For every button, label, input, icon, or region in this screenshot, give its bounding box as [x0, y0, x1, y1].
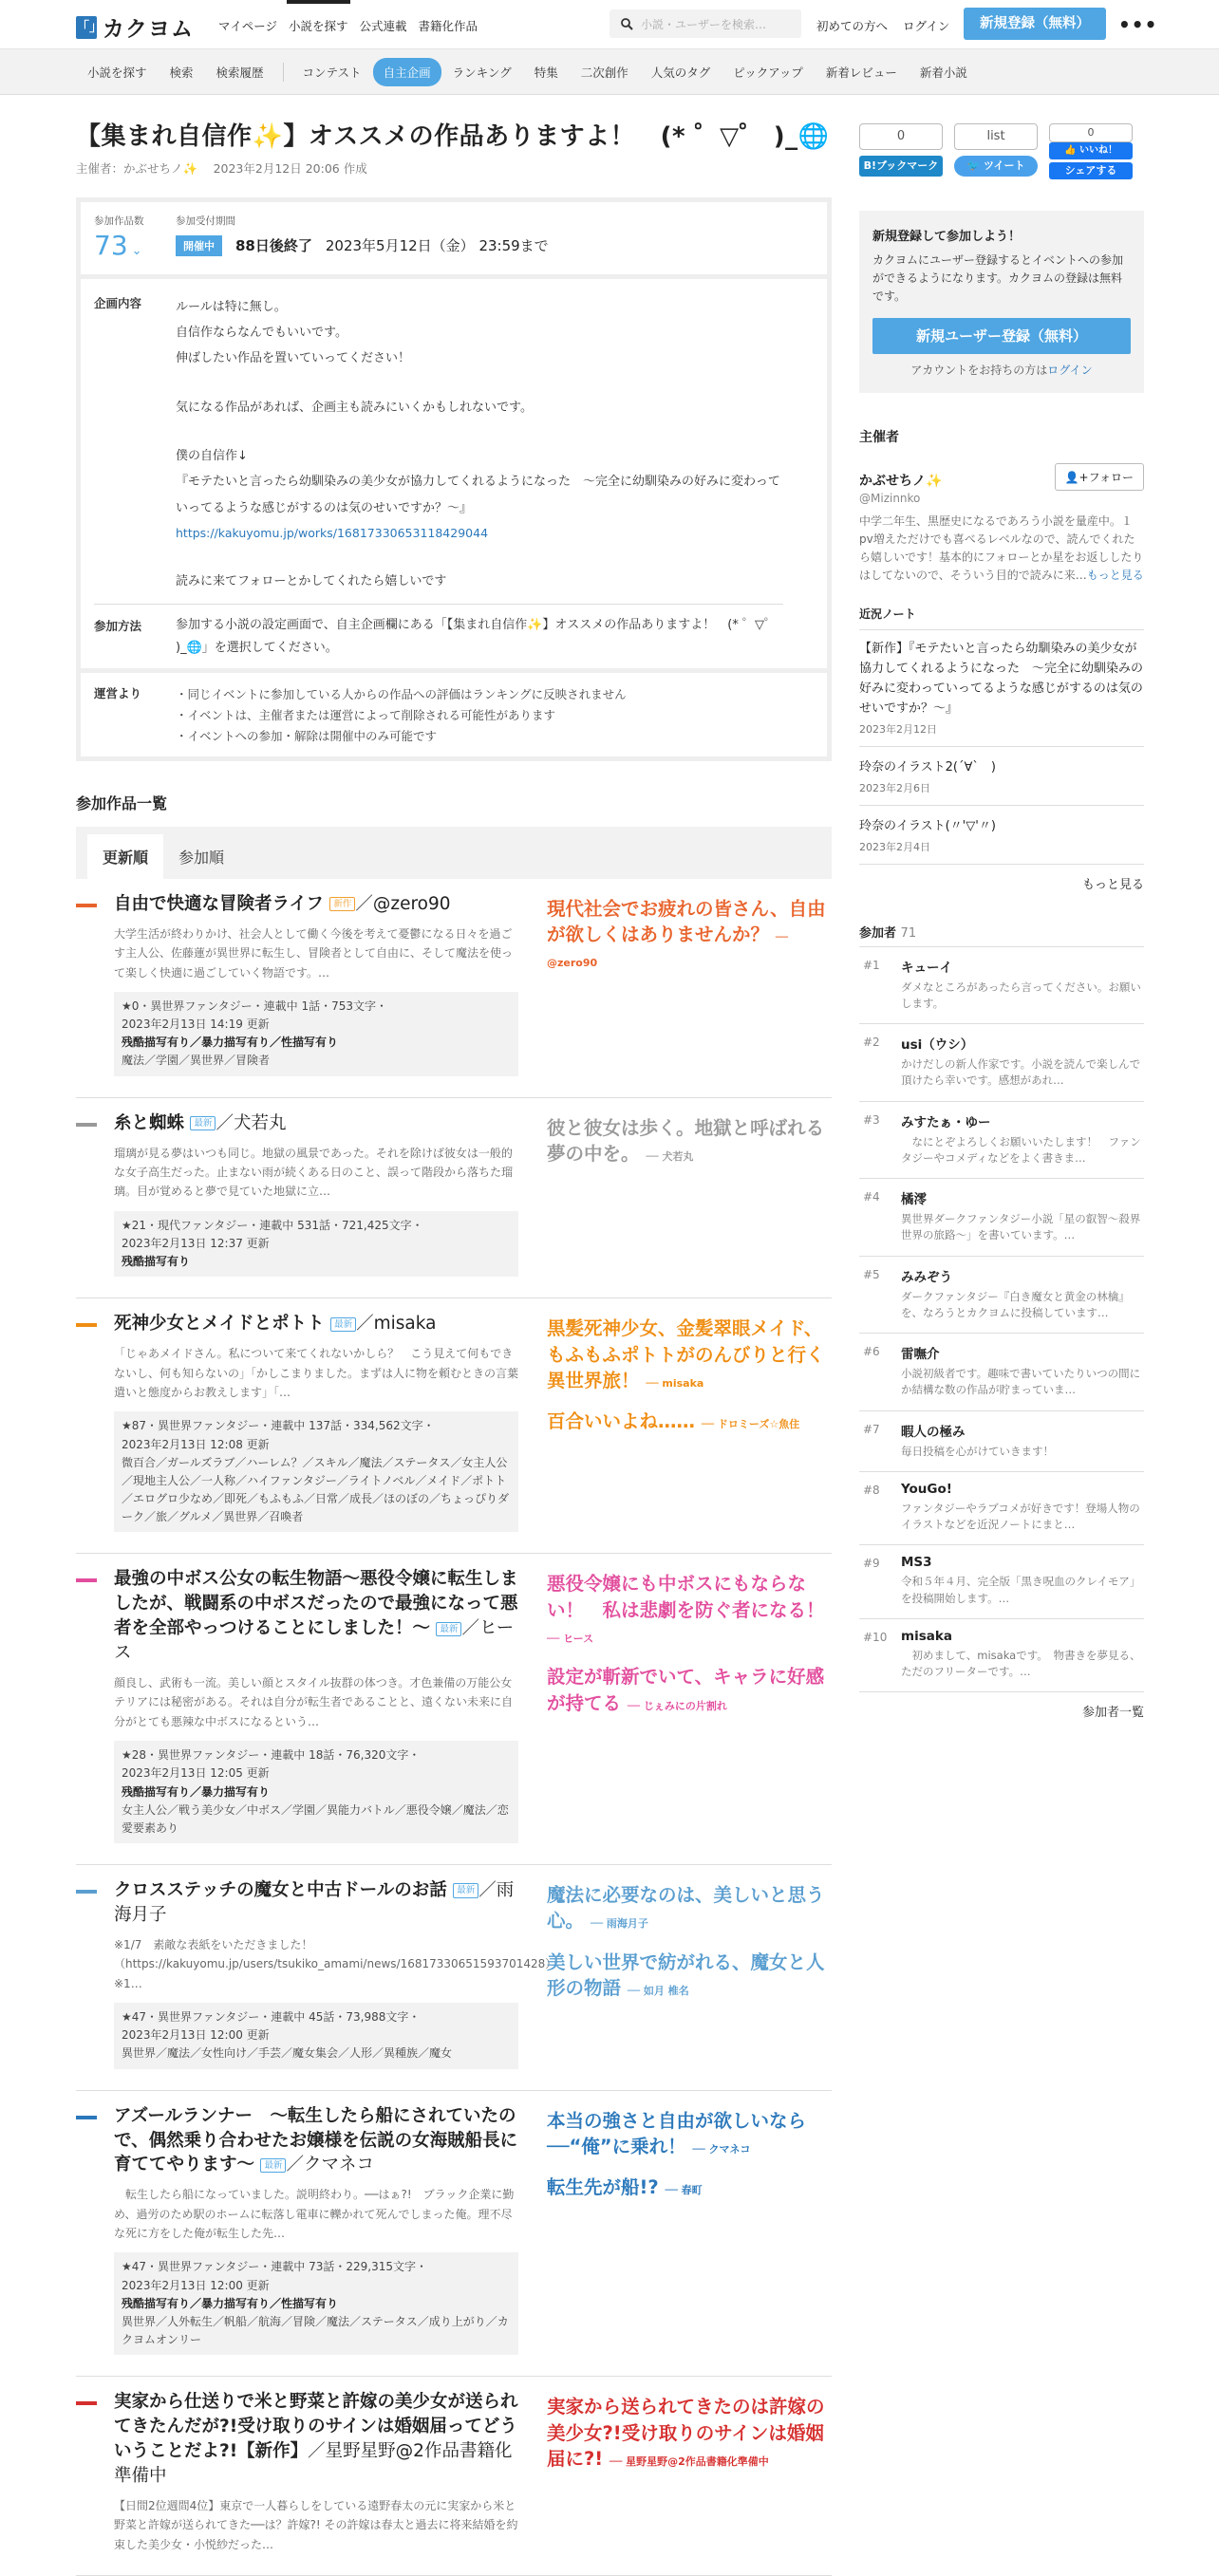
sub-nav: [0, 49, 1219, 95]
work-item: [76, 2377, 832, 2576]
participant-desc: ファンタジーやラブコメが好きです！登場人物のイラストなどを近況ノートにまと…: [901, 1501, 1140, 1531]
event-info-box: [76, 197, 832, 761]
review-catchphrase[interactable]: 現代社会でお疲れの皆さん、自由が欲しくはありませんか？ ── @zero90: [547, 897, 826, 970]
site-logo[interactable]: [76, 11, 194, 43]
work-title[interactable]: 死神少女とメイドとポトト: [114, 1314, 325, 1335]
review-author: ── 星野星野@2作品書籍化準備中: [610, 2455, 769, 2469]
participant-name[interactable]: MS3: [901, 1555, 932, 1571]
plan-line: 僕の自信作↓: [176, 448, 248, 463]
method-text: 参加する小説の設定画面で、自主企画欄にある「【集まれ自信作✨】オススメの作品ありますよ！ (* ゜▽゜ )_🌐」を選択してください。: [176, 618, 777, 655]
review-author: ── 如月 椎名: [627, 1985, 689, 1998]
work-updated: 2023年2月13日 12:37 更新: [122, 1236, 270, 1250]
work-title[interactable]: 最強の中ボス公女の転生物語～悪役令嬢に転生しましたが、戦闘系の中ボスだったので最強になって悪者を全部やっつけることにしました！～: [114, 1569, 518, 1639]
work-color-bar: [76, 904, 97, 907]
notes-list: [859, 629, 1144, 864]
work-stats: ★28・異世界ファンタジー・連載中 18話・76,320文字・: [122, 1748, 421, 1763]
work-color-bar: [76, 1578, 97, 1582]
note-item[interactable]: [859, 806, 1144, 865]
participants-count: 71: [900, 925, 917, 941]
work-title[interactable]: 糸と蜘蛛: [114, 1112, 185, 1133]
plan-line: 『モテたいと言ったら幼馴染みの美少女が協力してくれるようになった ～完全に幼馴染みの好みに変わっていってるような感じがするのは気のせいですか？～』: [176, 475, 780, 515]
work-stats: ★87・異世界ファンタジー・連載中 137話・334,562文字・: [122, 1419, 435, 1433]
work-author[interactable]: ／犬若丸: [216, 1112, 287, 1133]
work-badge: 最新: [190, 1116, 216, 1130]
add-user-icon: 👤+: [1064, 470, 1089, 484]
work-stats: ★47・異世界ファンタジー・連載中 45話・73,988文字・: [122, 2010, 421, 2025]
chevron-down-icon: ⌄: [131, 243, 142, 258]
work-stats: ★47・異世界ファンタジー・連載中 73話・229,315文字・: [122, 2260, 428, 2274]
review-catchphrase[interactable]: 百合いいよね…… ── ドロミーズ☆魚住: [547, 1410, 800, 1433]
work-intro: 顔良し、武術も一流。美しい顔とスタイル抜群の体つき。才色兼備の万能公女テリアには秘密がある。それは自分が転生者であることと、遠くない未来に自分がとても悪辣な中ボスになるという…: [114, 1676, 514, 1728]
work-color-bar: [76, 2401, 97, 2405]
work-item: [76, 1865, 832, 2091]
subnav-find[interactable]: 小説を探す: [87, 65, 147, 80]
participant-desc: 小説初級者です。趣味で書いていたりいつの間にか結構な数の作品が貯まっていま…: [901, 1367, 1141, 1397]
work-color-bar: [76, 1890, 97, 1894]
notes-heading: 近況ノート: [859, 607, 916, 622]
subnav-history[interactable]: 検索履歴: [216, 65, 264, 80]
work-warnings: 残酷描写有り／暴力描写有り: [122, 1784, 271, 1799]
participant-desc: 異世界ダークファンタジー小説「星の叡智〜殺界世界の旅路〜」を書いています。…: [901, 1212, 1141, 1242]
review-catchphrase[interactable]: 設定が斬新でいて、キャラに好感が持てる ── じぇみにの片割れ: [547, 1666, 825, 1714]
review-author: ── ヒース: [547, 1633, 594, 1646]
signup-panel: [859, 211, 1144, 393]
organizer-more-link[interactable]: もっと見る: [1086, 569, 1144, 583]
participant-item[interactable]: [859, 947, 1144, 1025]
work-item: [76, 1554, 832, 1865]
like-button[interactable]: 👍 いいね！: [1049, 142, 1133, 159]
participant-name[interactable]: misaka: [901, 1628, 952, 1644]
participant-name[interactable]: 暇人の極み: [901, 1424, 966, 1440]
event-meta: [76, 159, 832, 177]
review-author: ── 春町: [665, 2184, 703, 2197]
participant-name[interactable]: 雷嘸介: [901, 1347, 940, 1362]
work-title-line: [114, 1312, 518, 1336]
like-count: 0: [1049, 123, 1133, 142]
work-intro: 瑠璃が見る夢はいつも同じ。地獄の風景であった。それを除けば彼女は一般的な女子高生だった。止まない雨が続くある日のこと、誤って階段から落ちた瑠璃。目が覚めると夢で見ていた地獄に立…: [114, 1146, 514, 1199]
participant-rank: #9: [863, 1557, 880, 1571]
participant-item[interactable]: [859, 1545, 1144, 1619]
subnav-new-novels[interactable]: 新着小説: [919, 65, 967, 80]
work-updated: 2023年2月13日 14:19 更新: [122, 1017, 270, 1032]
participant-item[interactable]: [859, 1024, 1144, 1102]
review-catchphrase[interactable]: 魔法に必要なのは、美しいと思う心。 ── 雨海月子: [547, 1884, 825, 1932]
list-button[interactable]: list: [954, 123, 1038, 150]
participant-rank: #2: [863, 1036, 880, 1049]
organizer-heading: 主催者: [859, 429, 899, 445]
participant-item[interactable]: [859, 1102, 1144, 1180]
organizer-card: [859, 471, 1144, 586]
count-label: 参加作品数: [94, 215, 144, 227]
review-author: ── クマネコ: [692, 2142, 751, 2156]
search-input[interactable]: [610, 9, 801, 38]
participant-item[interactable]: [859, 1334, 1144, 1411]
participant-rank: #6: [863, 1345, 880, 1358]
note-date: 2023年2月4日: [859, 840, 930, 853]
bookmark-button[interactable]: B!ブックマーク: [859, 156, 943, 177]
created-date: 2023年2月12日 20:06 作成: [213, 160, 367, 176]
work-info: [114, 1411, 518, 1532]
works-heading: 参加作品一覧: [76, 793, 168, 812]
signup-button[interactable]: 新規登録（無料）: [964, 8, 1106, 40]
sidebar: [859, 95, 1144, 1720]
work-title-line: [114, 2104, 518, 2178]
register-user-button[interactable]: 新規ユーザー登録（無料）: [872, 318, 1131, 354]
participant-rank: #10: [863, 1630, 888, 1644]
event-summary: [81, 202, 827, 279]
remaining-days: 88日後終了: [235, 237, 312, 255]
participant-desc: 毎日投稿を心がけていきます！: [901, 1444, 1054, 1458]
participant-rank: #3: [863, 1112, 880, 1127]
entry-count-value: 73: [94, 229, 128, 261]
participant-item[interactable]: [859, 1411, 1144, 1472]
plan-spacer: [176, 546, 783, 569]
work-stats: ★21・現代ファンタジー・連載中 531話・721,425文字・: [122, 1218, 423, 1232]
signup-panel-text: カクヨムにユーザー登録するとイベントへの参加ができるようになります。カクヨムの登録は無料です。: [872, 253, 1124, 304]
participant-rank: #4: [863, 1190, 880, 1204]
review-catchphrase[interactable]: 実家から送られてきたのは許嫁の美少女?!受け取りのサインは婚姻届に?! ── 星野星野@2作品書籍化準備中: [547, 2396, 825, 2471]
subnav-contest[interactable]: コンテスト: [302, 65, 362, 80]
work-reviews: [547, 1878, 832, 2069]
review-author: ── 犬若丸: [646, 1149, 694, 1163]
work-title[interactable]: アズールランナー ～転生したら船にされていたので、偶然乗り合わせたお嬢様を伝説の女海賊船長に育ててやります～: [114, 2105, 518, 2175]
participant-name[interactable]: みすたぁ・ゆー: [901, 1114, 991, 1130]
note-title: 玲奈のイラスト(〃'▽'〃): [859, 818, 996, 833]
subnav-tags[interactable]: 人気のタグ: [650, 65, 711, 80]
work-tags[interactable]: 女主人公／戦う美少女／中ボス／学園／異能力バトル／悪役令嬢／魔法／恋愛要素あり: [122, 1802, 509, 1835]
subnav-user-events[interactable]: 自主企画: [373, 58, 441, 86]
work-warnings: 残酷描写有り／暴力描写有り／性描写有り: [122, 1036, 339, 1050]
participant-desc: 初めまして、misakaです。 物書きを夢見る、ただのフリーターです。…: [901, 1648, 1141, 1678]
review-catchphrase[interactable]: 黒髪死神少女、金髪翠眼メイド、もふもふポトトがのんびりと行く異世界旅！ ── misaka: [547, 1317, 825, 1391]
work-item: [76, 879, 832, 1098]
work-title-line: [114, 1878, 518, 1928]
work-tags[interactable]: 異世界／人外転生／帆船／航海／冒険／魔法／ステータス／成り上がり／カクヨムオンリー: [122, 2315, 509, 2347]
period-label: 参加受付期間: [176, 215, 235, 227]
work-author[interactable]: ／ヒース: [114, 1618, 515, 1664]
participant-name[interactable]: YouGo!: [901, 1481, 952, 1497]
nav-books[interactable]: 書籍化作品: [418, 19, 478, 33]
subnav-divider: [283, 63, 284, 82]
subnav-fanfic[interactable]: 二次創作: [580, 65, 628, 80]
note-date: 2023年2月12日: [859, 722, 937, 736]
work-title[interactable]: 実家から仕送りで米と野菜と許嫁の美少女が送られてきたんだが?!受け取りのサインは婚姻届ってどういうことだよ?!【新作】: [114, 2392, 518, 2462]
login-link[interactable]: ログイン: [903, 19, 950, 33]
admin-item: ・同じイベントに参加している人からの作品への評価はランキングに反映されません: [176, 687, 627, 702]
plan-line: 伸ばしたい作品を置いていってください！: [176, 351, 411, 366]
search-placeholder: 小説・ユーザーを検索…: [641, 17, 767, 31]
work-intro: 大学生活が終わりかけ、社会人として働く今後を考えて憂鬱になる日々を過ごす主人公、佐藤蓮が異世界に転生し、冒険者として自由に、そして魔法を使って楽しく快適に過ごしていく物語です。…: [114, 926, 514, 980]
participant-desc: かけだしの新人作家です。小説を読んで楽しんで頂けたら幸いです。感想があれ…: [901, 1057, 1141, 1088]
review-catchphrase[interactable]: 悪役令嬢にも中ボスにもならない！ 私は悲劇を防ぐ者になる！ ── ヒース: [547, 1573, 825, 1646]
fb-share-button[interactable]: シェアする: [1049, 162, 1133, 179]
beginner-link[interactable]: 初めての方へ: [816, 19, 889, 33]
work-item: [76, 2091, 832, 2378]
plan-link[interactable]: https://kakuyomu.jp/works/16817330653118429044: [176, 525, 489, 540]
work-intro: 転生したら船になっていました。説明終わり。──はぁ?! ブラック企業に勤め、過労のため駅のホームに転落し電車に轢かれて死んでしまった俺。理不尽な死に方をした俺が転生した先…: [114, 2188, 515, 2241]
admin-label: 運営より: [94, 686, 142, 701]
participants-list: [859, 946, 1144, 1693]
tab-updated[interactable]: 更新順: [87, 834, 163, 879]
work-warnings: 残酷描写有り: [122, 1255, 191, 1269]
header-nav: [218, 17, 478, 34]
organizer-name[interactable]: かぶせちノ✨: [859, 473, 943, 489]
organizer-desc: 中学二年生、黒歴史になるであろう小説を量産中。１pv増えただけでも喜べるレベルなので、読んでくれたら嬉しいです！基本的にフォローとか星をお返ししたりはしてないので、そういう目的で読みに来…もっと見る: [859, 513, 1144, 583]
review-author: ── @zero90: [547, 931, 789, 970]
plan-section: [81, 279, 827, 673]
work-item: [76, 1098, 832, 1299]
participant-item[interactable]: [859, 1619, 1144, 1693]
plan-line: 気になる作品があれば、企画主も読みにいくかもしれないです。: [176, 400, 533, 415]
deadline: 2023年5月12日（金） 23:59まで: [325, 237, 549, 255]
nav-official[interactable]: 公式連載: [359, 19, 407, 33]
work-reviews: [547, 1312, 832, 1532]
work-info: [114, 1211, 518, 1278]
participant-rank: #7: [863, 1422, 880, 1436]
work-badge: 最新: [436, 1622, 461, 1636]
login-hint: アカウントをお持ちの方はログイン: [910, 363, 1093, 377]
participant-rank: #8: [863, 1483, 880, 1497]
work-color-bar: [76, 1323, 97, 1327]
participant-desc: 令和５年４月、完全版「黒き呪血のクレイモア」を投稿開始します。…: [901, 1575, 1141, 1605]
admin-item: ・イベントへの参加・解除は開催中のみ可能です: [176, 728, 438, 743]
review-catchphrase[interactable]: 転生先が船!? ── 春町: [547, 2176, 703, 2199]
search-icon: [621, 18, 633, 30]
subnav-search[interactable]: 検索: [169, 65, 194, 80]
logo-text: カクヨム: [103, 17, 194, 42]
works-tabs: [76, 827, 832, 879]
participant-desc: なにとぞよろしくお願いいたします！ ファンタジーやコメディなどをよく書きま…: [901, 1134, 1141, 1165]
work-author[interactable]: ／クマネコ: [286, 2155, 374, 2175]
review-catchphrase[interactable]: 本当の強さと自由が欲しいなら──“俺”に乗れ！ ── クマネコ: [547, 2109, 807, 2157]
participant-rank: #5: [863, 1267, 880, 1281]
plan-end: 読みに来てフォローとかしてくれたら嬉しいです: [176, 574, 447, 589]
nav-find-novels[interactable]: 小説を探す: [289, 19, 348, 33]
work-author[interactable]: ／星野星野@2作品書籍化準備中: [114, 2441, 513, 2487]
organizer-line[interactable]: 主催者：かぶせちノ✨: [76, 160, 198, 176]
work-updated: 2023年2月13日 12:05 更新: [122, 1766, 270, 1781]
participant-name[interactable]: usi（ウシ）: [901, 1037, 974, 1053]
participants-heading: 参加者 71: [859, 925, 917, 941]
work-info: [114, 1741, 518, 1843]
signup-panel-title: 新規登録して参加しよう！: [872, 230, 1022, 244]
work-info: [114, 2252, 518, 2355]
subnav-new-reviews[interactable]: 新着レビュー: [825, 65, 897, 80]
nav-mypage[interactable]: マイページ: [218, 19, 278, 33]
tab-joined[interactable]: 参加順: [178, 848, 225, 867]
work-title-line: [114, 1567, 518, 1666]
work-tags[interactable]: 魔法／学園／異世界／冒険者: [122, 1054, 271, 1068]
subnav-ranking[interactable]: ランキング: [452, 65, 512, 80]
status-badge: 開催中: [176, 235, 222, 256]
work-reviews: [547, 2104, 832, 2356]
work-author[interactable]: ／雨海月子: [114, 1880, 515, 1926]
participant-name[interactable]: キューイ: [901, 960, 952, 976]
participant-item[interactable]: [859, 1472, 1144, 1546]
work-author[interactable]: ／@zero90: [355, 893, 451, 914]
work-info: [114, 992, 518, 1076]
work-tags[interactable]: 微百合／ガールズラブ／ハーレム？／スキル／魔法／ステータス／女主人公／現地主人公／一人称／ハイファンタジー／ライトノベル／メイド／ポトト／エログロ少なめ／即死／もふもふ／日常／成長／ほのぼの／ちょっぴりダーク／旅／グルメ／異世界／召喚者: [122, 1455, 510, 1524]
note-title: 【新作】『モテたいと言ったら幼馴染みの美少女が協力してくれるようになった ～完全に幼馴染みの好みに変わっていってるような感じがするのは気のせいですか？～』: [859, 642, 1144, 716]
work-intro: ※1/7 素敵な表紙をいただきました！（https://kakuyomu.jp/users/tsukiko_amami/news/16817330651593701428）※1…: [114, 1937, 557, 1990]
login-link[interactable]: ログイン: [1047, 363, 1093, 377]
review-catchphrase[interactable]: 美しい世界で紡がれる、魔女と人形の物語 ── 如月 椎名: [547, 1951, 825, 2000]
review-catchphrase[interactable]: 彼と彼女は歩く。地獄と呼ばれる夢の中を。 ── 犬若丸: [547, 1116, 825, 1165]
note-item[interactable]: [859, 747, 1144, 806]
bookmark-count: 0: [859, 123, 943, 150]
work-warnings: 残酷描写有り／暴力描写有り／性描写有り: [122, 2296, 339, 2310]
page-title: 【集まれ自信作✨】オススメの作品ありますよ！ (* ゜▽゜ )_🌐: [76, 122, 830, 151]
main-content: [76, 95, 832, 2576]
tweet-button[interactable]: 🐦 ツイート: [954, 156, 1038, 177]
logo-mark: 「」: [76, 16, 97, 39]
work-reviews: [547, 892, 832, 1076]
participant-item[interactable]: [859, 1257, 1144, 1335]
method-label: 参加方法: [94, 619, 142, 634]
review-author: ── ドロミーズ☆魚住: [701, 1418, 800, 1431]
work-updated: 2023年2月13日 12:08 更新: [122, 1437, 270, 1451]
plan-line: ルールは特に無し。: [176, 299, 287, 314]
work-title[interactable]: クロスステッチの魔女と中古ドールのお話: [114, 1880, 447, 1901]
works-list: [76, 879, 832, 2576]
note-item[interactable]: [859, 630, 1144, 746]
participant-item[interactable]: [859, 1179, 1144, 1257]
work-intro: 【日間2位週間4位】東京で一人暮らしをしている遠野春太の元に実家から米と野菜と許嫁が送られてきた──は？許嫁?! その許嫁は春太と過去に将来結婚を約束した美少女・小悦紗だった…: [114, 2498, 518, 2551]
participant-desc: ダメなところがあったら言ってください。お願いします。: [901, 980, 1141, 1010]
site-header: [0, 0, 1219, 49]
subnav-features[interactable]: 特集: [534, 65, 558, 80]
plan-label: 企画内容: [94, 295, 142, 310]
work-author[interactable]: ／misaka: [356, 1314, 437, 1335]
review-author: ── じぇみにの片割れ: [627, 1699, 727, 1712]
notes-more-link[interactable]: もっと見る: [1081, 877, 1144, 892]
entry-count[interactable]: [94, 230, 176, 261]
work-updated: 2023年2月13日 12:00 更新: [122, 2278, 270, 2292]
work-reviews: [547, 1567, 832, 1843]
work-title-line: [114, 892, 518, 917]
work-badge: 最新: [453, 1883, 478, 1897]
share-buttons: [859, 123, 1133, 179]
work-badge: 新作: [329, 897, 355, 911]
plan-divider: [94, 604, 783, 605]
admin-item: ・イベントは、主催者または運営によって削除される可能性があります: [176, 708, 556, 723]
more-menu-icon[interactable]: •••: [1118, 13, 1158, 36]
work-title[interactable]: 自由で快適な冒険者ライフ: [114, 893, 324, 914]
participant-name[interactable]: 橘澪: [901, 1192, 927, 1207]
work-updated: 2023年2月13日 12:00 更新: [122, 2028, 270, 2043]
participant-desc: ダークファンタジー『白き魔女と黄金の林檎』を、なろうとカクヨムに投稿しています…: [901, 1289, 1130, 1319]
plan-spacer: [176, 420, 783, 443]
participants-more-link[interactable]: 参加者一覧: [1081, 1706, 1144, 1721]
work-info: [114, 2003, 518, 2069]
work-color-bar: [76, 2116, 97, 2119]
work-item: [76, 1298, 832, 1554]
subnav-pickup[interactable]: ピックアップ: [733, 65, 803, 80]
work-title-line: [114, 1111, 518, 1136]
work-stats: ★0・異世界ファンタジー・連載中 1話・753文字・: [122, 999, 388, 1013]
work-color-bar: [76, 1123, 97, 1127]
work-tags[interactable]: 異世界／魔法／女性向け／手芸／魔女集会／人形／異種族／魔女: [122, 2046, 453, 2061]
note-date: 2023年2月6日: [859, 781, 930, 794]
participant-name[interactable]: みみぞう: [901, 1269, 952, 1285]
work-badge: 最新: [330, 1317, 356, 1332]
note-title: 玲奈のイラスト2(ˊ∀ˋ ): [859, 759, 996, 775]
work-reviews: [547, 1111, 832, 1278]
plan-line: 自信作ならなんでもいいです。: [176, 326, 347, 341]
participant-rank: #1: [863, 958, 880, 972]
review-author: ── 雨海月子: [590, 1917, 648, 1931]
plan-spacer: [176, 372, 783, 395]
follow-button[interactable]: 👤+フォロー: [1055, 463, 1144, 491]
organizer-id: @Mizinnko: [859, 491, 921, 505]
work-badge: 最新: [260, 2158, 286, 2173]
work-title-line: [114, 2390, 518, 2489]
work-intro: 「じゃあメイドさん。私について来てくれないかしら？ こう見えて何もできないし、何も知らないの」「かしこまりました。まずは人に物を頼むときの言葉遣いと態度からお教えします」「…: [114, 1347, 519, 1399]
review-author: ── misaka: [646, 1376, 704, 1390]
work-reviews: [547, 2390, 832, 2554]
admin-section: [81, 673, 827, 756]
